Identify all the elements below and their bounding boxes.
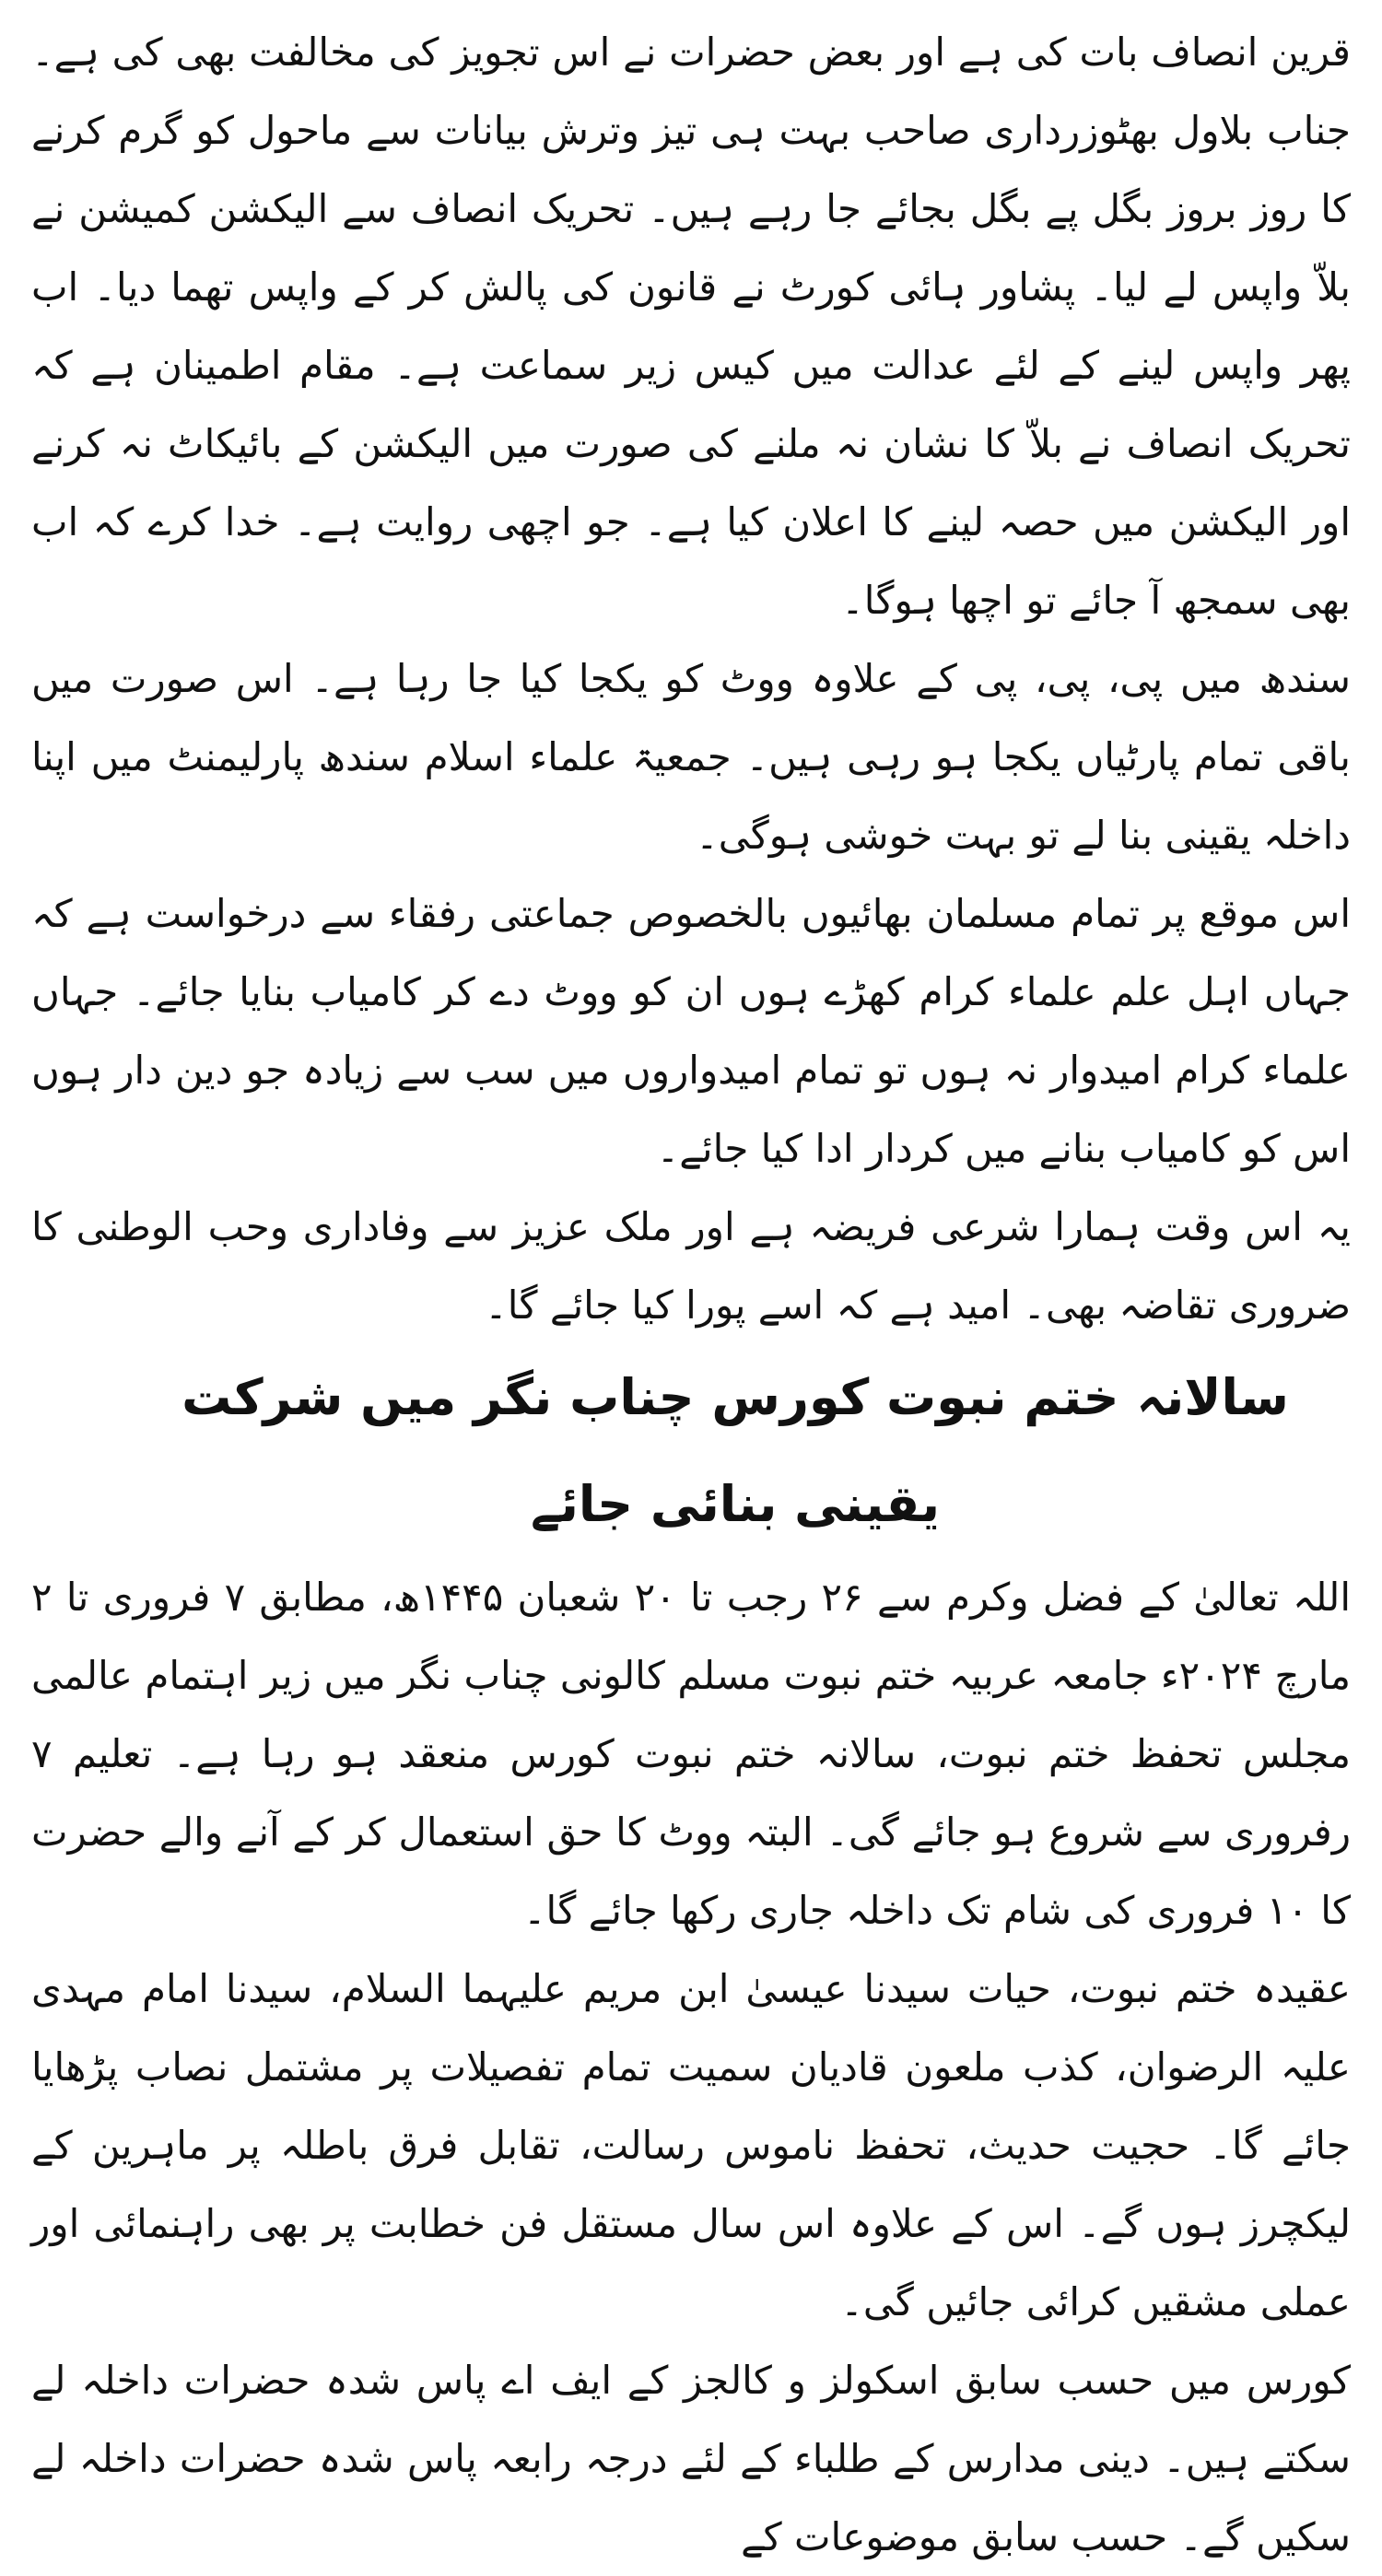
body-paragraph: سندھ میں پی، پی، پی کے علاوہ ووٹ کو یکجا کیا جا رہا ہے۔ اس صورت میں باقی تمام پارٹیاں یکجا ہو رہی ہیں۔ جمعیۃ علماء اسلام سندھ پارلیمنٹ میں اپنا داخلہ یقینی بنا لے تو بہت خوشی ہوگی۔ bbox=[31, 656, 1351, 858]
body-paragraph: کورس میں حسب سابق اسکولز و کالجز کے ایف اے پاس شدہ حضرات داخلہ لے سکتے ہیں۔ دینی مدارس کے طلباء کے لئے درجہ رابعہ پاس شدہ حضرات داخلہ لے سکیں گے۔ حسب سابق موضوعات کے bbox=[31, 2358, 1351, 2559]
section-heading: سالانہ ختم نبوت کورس چناب نگر میں شرکت یقینی بنائی جائے bbox=[182, 1368, 1289, 1533]
body-paragraph: اس موقع پر تمام مسلمان بھائیوں بالخصوص جماعتی رفقاء سے درخواست ہے کہ جہاں اہل علم علماء کرام کھڑے ہوں ان کو ووٹ دے کر کامیاب بنایا جائے۔ جہاں علماء کرام امیدوار نہ ہوں تو تمام امیدواروں میں سب سے زیادہ جو دین دار ہوں اس کو کامیاب بنانے میں کردار ادا کیا جائے۔ bbox=[31, 891, 1351, 1171]
body-paragraph: عقیدہ ختم نبوت، حیات سیدنا عیسیٰ ابن مریم علیہما السلام، سیدنا امام مہدی علیہ الرضوان، کذب ملعون قادیان سمیت تمام تفصیلات پر مشتمل نصاب پڑھایا جائے گا۔ حجیت حدیث، تحفظ ناموس رسالت، تقابل فرق باطلہ پر ماہرین کے لیکچرز ہوں گے۔ اس کے علاوہ اس سال مستقل فن خطابت پر بھی راہنمائی اور عملی مشقیں کرائی جائیں گی۔ bbox=[31, 1966, 1351, 2324]
body-paragraph: یہ اس وقت ہمارا شرعی فریضہ ہے اور ملک عزیز سے وفاداری وحب الوطنی کا ضروری تقاضہ بھی۔ امید ہے کہ اسے پورا کیا جائے گا۔ bbox=[31, 1204, 1351, 1328]
body-paragraph: اللہ تعالیٰ کے فضل وکرم سے ۲۶ رجب تا ۲۰ شعبان ۱۴۴۵ھ، مطابق ۷ فروری تا ۲ مارچ ۲۰۲۴ء جامعہ عربیہ ختم نبوت مسلم کالونی چناب نگر میں زیر اہتمام عالمی مجلس تحفظ ختم نبوت، سالانہ ختم نبوت کورس منعقد ہو رہا ہے۔ تعلیم ۷ رفروری سے شروع ہو جائے گی۔ البتہ ووٹ کا حق استعمال کر کے آنے والے حضرت کا ۱۰ فروری کی شام تک داخلہ جاری رکھا جائے گا۔ bbox=[31, 1575, 1352, 1933]
body-paragraph: قرین انصاف بات کی ہے اور بعض حضرات نے اس تجویز کی مخالفت بھی کی ہے۔ جناب بلاول بھٹوزرداری صاحب بہت ہی تیز وترش بیانات سے ماحول کو گرم کرنے کا روز بروز بگل پے بگل بجائے جا رہے ہیں۔ تحریک انصاف سے الیکشن کمیشن نے بلاّ واپس لے لیا۔ پشاور ہائی کورٹ نے قانون کی پالش کر کے واپس تھما دیا۔ اب پھر واپس لینے کے لئے عدالت میں کیس زیر سماعت ہے۔ مقام اطمینان ہے کہ تحریک انصاف نے بلاّ کا نشان نہ ملنے کی صورت میں الیکشن کے بائیکاٹ نہ کرنے اور الیکشن میں حصہ لینے کا اعلان کیا ہے۔ جو اچھی روایت ہے۔ خدا کرے کہ اب بھی سمجھ آ جائے تو اچھا ہوگا۔ bbox=[31, 29, 1351, 623]
